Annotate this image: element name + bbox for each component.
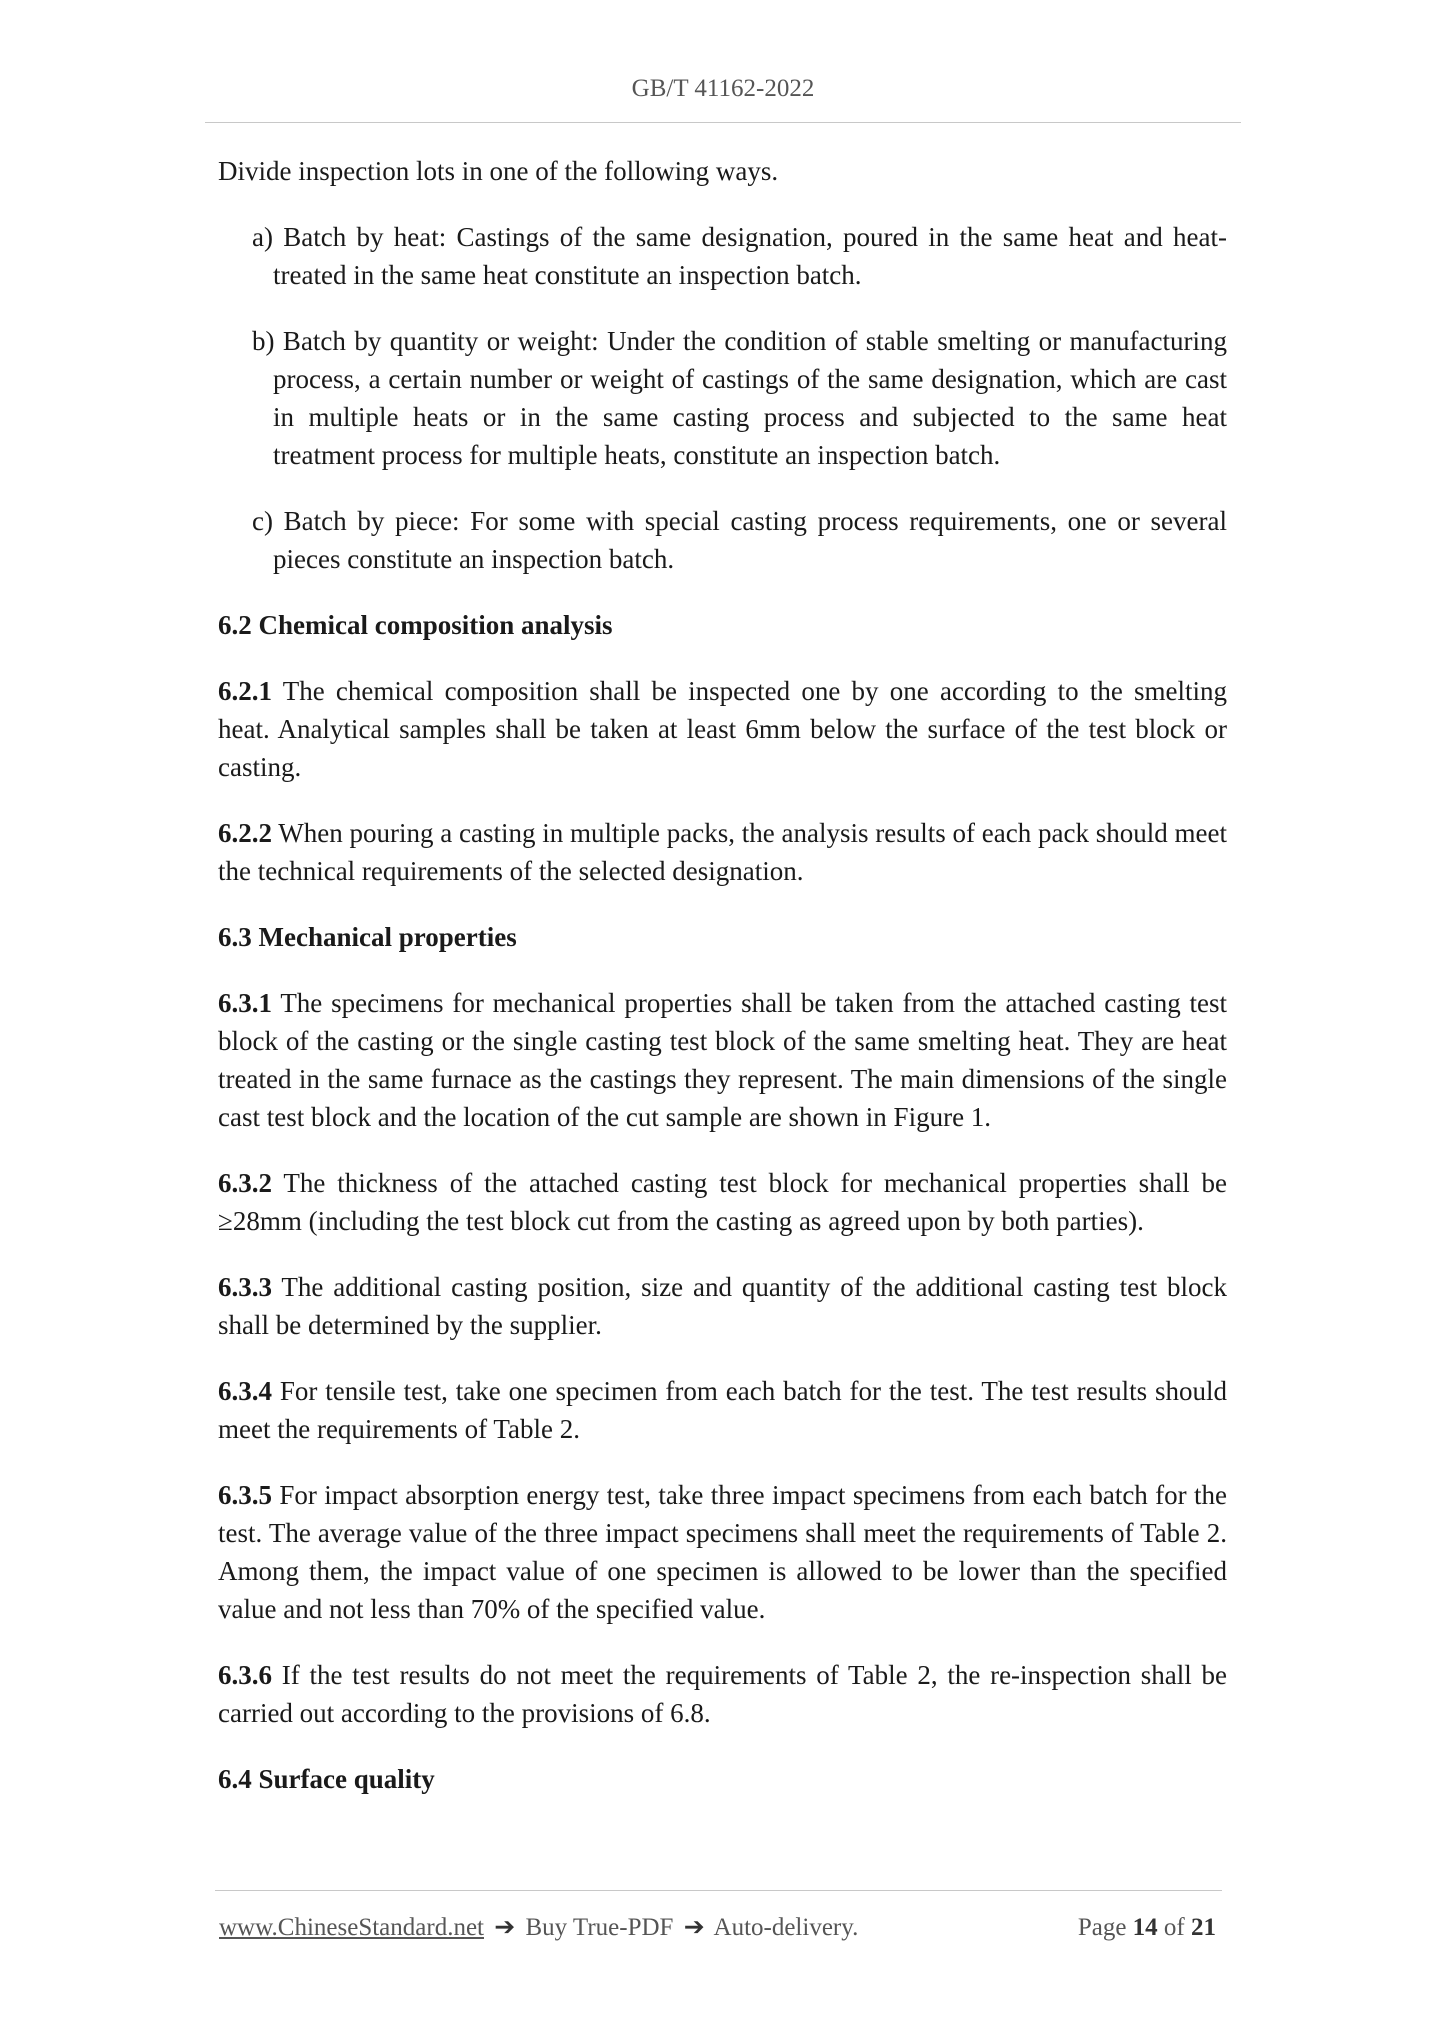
clause-6-3-6: [218, 1656, 1227, 1732]
clause-6-2-2: [218, 814, 1227, 890]
page-number: [1078, 1911, 1216, 1945]
list-item-c: c) Batch by piece: For some with special casting process requirements, one or several pieces constitute an inspection batch.: [252, 506, 1227, 574]
clause-6-3-3: [218, 1268, 1227, 1344]
clause-text: The specimens for mechanical properties shall be taken from the attached casting test block of the casting or the single casting test block of the same smelting heat. They are heat treated in the same furnace as the castings they represent. The main dimensions of the single cast test block and the location of the cut sample are shown in Figure 1.: [218, 988, 1228, 1132]
clause-number: 6.3.2: [218, 1168, 272, 1198]
clause-number: 6.3.1: [218, 988, 272, 1018]
clause-6-3-4: [218, 1372, 1227, 1448]
section-heading-6-3: 6.3 Mechanical properties: [218, 922, 517, 952]
clause-text: The thickness of the attached casting test block for mechanical properties shall be ≥28mm (including the test block cut from the casting as agreed upon by both parties).: [218, 1168, 1227, 1236]
auto-delivery-text: Auto-delivery.: [713, 1914, 859, 1941]
page-of: of: [1163, 1914, 1185, 1941]
page-header: [205, 72, 1241, 123]
buy-pdf-text: Buy True-PDF: [525, 1914, 674, 1941]
page-total: 21: [1191, 1914, 1216, 1941]
section-heading-6-4: 6.4 Surface quality: [218, 1764, 435, 1794]
clause-number: 6.3.3: [218, 1272, 272, 1302]
right-arrow-icon: ➔: [494, 1914, 516, 1941]
clause-6-3-5: [218, 1476, 1227, 1628]
clause-text: For impact absorption energy test, take three impact specimens from each batch for the test. The average value of the three impact specimens shall meet the requirements of Table 2. Among them, the impact value of one specimen is allowed to be lower than the specified value and not less than 70% of the specified value.: [218, 1480, 1227, 1624]
clause-text: When pouring a casting in multiple packs, the analysis results of each pack should meet the technical requirements of the selected designation.: [218, 818, 1227, 886]
page-footer: [215, 1890, 1222, 1941]
clause-number: 6.2.1: [218, 676, 272, 706]
clause-text: For tensile test, take one specimen from each batch for the test. The test results should meet the requirements of Table 2.: [218, 1376, 1227, 1444]
footer-promo: [219, 1911, 858, 1945]
clause-number: 6.3.4: [218, 1376, 272, 1406]
intro-paragraph: Divide inspection lots in one of the following ways.: [218, 156, 779, 186]
clause-text: The additional casting position, size and quantity of the additional casting test block shall be determined by the supplier.: [218, 1272, 1228, 1340]
document-body: [218, 152, 1227, 1826]
clause-6-2-1: [218, 672, 1227, 786]
clause-text: The chemical composition shall be inspected one by one according to the smelting heat. Analytical samples shall be taken at least 6mm below the surface of the test block or casting.: [218, 676, 1228, 782]
section-heading-6-2: 6.2 Chemical composition analysis: [218, 610, 613, 640]
standard-code: GB/T 41162-2022: [631, 75, 815, 102]
page-label: Page: [1077, 1914, 1127, 1941]
clause-6-3-2: [218, 1164, 1227, 1240]
list-item-b: b) Batch by quantity or weight: Under the condition of stable smelting or manufacturing process, a certain number or weight of castings of the same designation, which are cast in multiple heats or in the same casting process and subjected to the same heat treatment process for multiple heats, constitute an inspection batch.: [252, 326, 1227, 470]
clause-number: 6.3.6: [218, 1660, 272, 1690]
list-item-a: a) Batch by heat: Castings of the same designation, poured in the same heat and heat-treated in the same heat constitute an inspection batch.: [252, 222, 1227, 290]
clause-text: If the test results do not meet the requirements of Table 2, the re-inspection shall be carried out according to the provisions of 6.8.: [218, 1660, 1227, 1728]
right-arrow-icon: ➔: [683, 1914, 705, 1941]
clause-6-3-1: [218, 984, 1227, 1136]
website-link[interactable]: www.ChineseStandard.net: [219, 1914, 484, 1941]
clause-number: 6.3.5: [218, 1480, 272, 1510]
clause-number: 6.2.2: [218, 818, 272, 848]
page-current: 14: [1132, 1914, 1158, 1941]
